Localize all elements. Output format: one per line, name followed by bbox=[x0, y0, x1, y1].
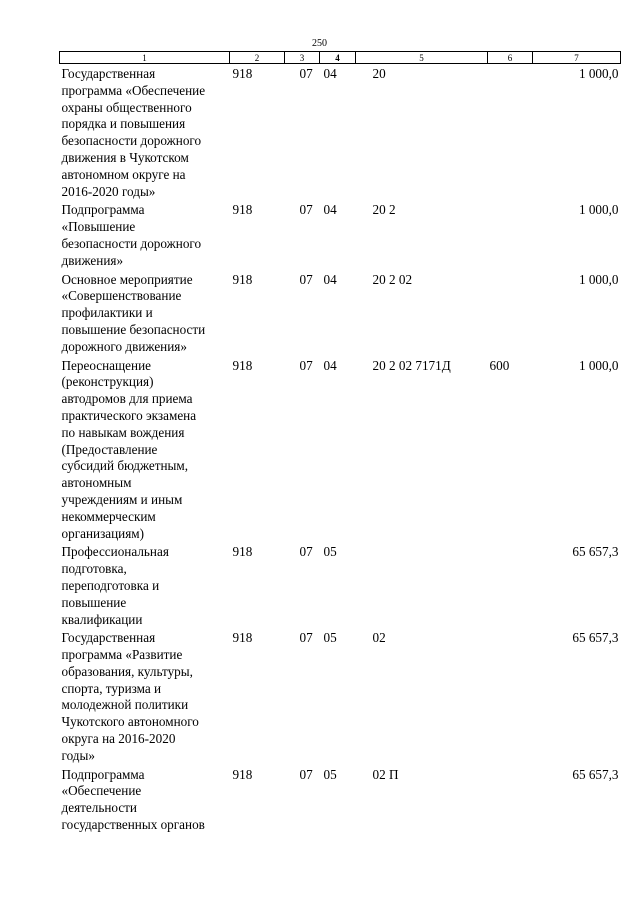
row-name bbox=[60, 356, 230, 543]
row-pr: 04 bbox=[323, 357, 337, 373]
row-name bbox=[60, 64, 230, 201]
row-csr: 20 2 02 bbox=[372, 271, 413, 287]
row-name-line: (Предоставление bbox=[61, 441, 158, 457]
header-col-2: 2 bbox=[230, 52, 285, 64]
row-name-line: «Повышение bbox=[61, 219, 136, 235]
row-name-line: безопасности дорожного bbox=[61, 133, 202, 149]
row-name-line: повышение bbox=[61, 594, 127, 610]
table-header bbox=[60, 52, 621, 64]
row-name-line: охраны общественного bbox=[61, 99, 192, 115]
row-pr: 04 bbox=[323, 271, 337, 287]
row-name-line: программа «Обеспечение bbox=[61, 82, 206, 98]
header-col-7: 7 bbox=[533, 52, 621, 64]
row-name-line: повышение безопасности bbox=[61, 321, 206, 337]
table-row bbox=[60, 356, 621, 543]
row-name-line: Профессиональная bbox=[61, 544, 169, 560]
budget-table bbox=[59, 51, 621, 834]
table-row bbox=[60, 628, 621, 764]
row-name-line: квалификации bbox=[61, 611, 143, 627]
row-csr: 20 2 02 7171Д bbox=[372, 357, 451, 373]
row-name-line: некоммерческим bbox=[61, 508, 156, 524]
row-amount: 1 000,0 bbox=[578, 66, 619, 81]
row-name-line: Государственная bbox=[61, 630, 156, 646]
row-vr bbox=[488, 628, 533, 764]
row-name-line: переподготовка и bbox=[61, 577, 160, 593]
row-name-line: (реконструкция) bbox=[61, 374, 154, 390]
row-amount: 65 657,3 bbox=[572, 766, 619, 782]
row-vr bbox=[488, 200, 533, 269]
row-name-line: автономным bbox=[61, 475, 132, 491]
row-name-line: 2016-2020 годы» bbox=[61, 183, 156, 199]
row-vr bbox=[488, 64, 533, 201]
row-name bbox=[60, 270, 230, 356]
row-vr: 600 bbox=[489, 357, 510, 373]
row-name bbox=[60, 200, 230, 269]
row-name-line: организациям) bbox=[61, 525, 145, 541]
table-row bbox=[60, 542, 621, 628]
row-pr: 05 bbox=[323, 544, 337, 560]
row-vr bbox=[488, 542, 533, 628]
row-pr: 05 bbox=[323, 630, 337, 646]
row-name-line: субсидий бюджетным, bbox=[61, 458, 189, 474]
row-name-line: Переоснащение bbox=[61, 357, 151, 373]
row-name bbox=[60, 765, 230, 834]
row-name-line: Чукотского автономного bbox=[61, 714, 199, 730]
row-name-line: Основное мероприятие bbox=[61, 271, 193, 287]
header-col-6: 6 bbox=[488, 52, 533, 64]
row-grbs: 918 bbox=[232, 544, 253, 560]
row-pr: 04 bbox=[323, 66, 337, 81]
row-name-line: практического экзамена bbox=[61, 407, 197, 423]
row-amount: 1 000,0 bbox=[578, 271, 619, 287]
row-name-line: профилактики и bbox=[61, 305, 153, 321]
row-vr bbox=[488, 270, 533, 356]
table-row bbox=[60, 765, 621, 834]
row-amount: 1 000,0 bbox=[578, 202, 619, 218]
row-rz: 07 bbox=[299, 357, 313, 373]
row-name-line: дорожного движения» bbox=[61, 338, 187, 354]
row-name-line: подготовка, bbox=[61, 561, 127, 577]
row-grbs: 918 bbox=[232, 630, 253, 646]
table-row bbox=[60, 200, 621, 269]
row-csr: 20 2 bbox=[372, 202, 396, 218]
row-name-line: безопасности дорожного bbox=[61, 235, 202, 251]
header-col-1: 1 bbox=[60, 52, 230, 64]
header-col-5: 5 bbox=[356, 52, 488, 64]
row-amount: 65 657,3 bbox=[572, 544, 619, 560]
row-name-line: движения» bbox=[61, 252, 124, 268]
header-col-4: 4 bbox=[320, 52, 356, 64]
row-amount: 65 657,3 bbox=[572, 630, 619, 646]
row-name bbox=[60, 628, 230, 764]
row-csr: 20 bbox=[372, 66, 386, 81]
row-name-line: деятельности bbox=[61, 800, 137, 816]
row-name-line: Государственная bbox=[61, 66, 156, 81]
row-name-line: автономном округе на bbox=[61, 166, 186, 182]
row-name-line: Подпрограмма bbox=[61, 766, 145, 782]
row-name-line: государственных органов bbox=[61, 817, 205, 833]
table-row bbox=[60, 64, 621, 201]
row-csr: 02 П bbox=[372, 766, 399, 782]
row-rz: 07 bbox=[299, 66, 313, 81]
table-row bbox=[60, 270, 621, 356]
row-name-line: спорта, туризма и bbox=[61, 680, 162, 696]
row-name-line: программа «Развитие bbox=[61, 647, 183, 663]
row-pr: 04 bbox=[323, 202, 337, 218]
row-name-line: округа на 2016-2020 bbox=[61, 731, 176, 747]
row-rz: 07 bbox=[299, 202, 313, 218]
row-rz: 07 bbox=[299, 271, 313, 287]
row-csr: 02 bbox=[372, 630, 386, 646]
row-csr bbox=[356, 542, 488, 628]
row-name-line: учреждениям и иным bbox=[61, 491, 183, 507]
header-col-3: 3 bbox=[285, 52, 320, 64]
row-name-line: автодромов для приема bbox=[61, 391, 193, 407]
row-name-line: «Совершенствование bbox=[61, 288, 182, 304]
row-rz: 07 bbox=[299, 630, 313, 646]
row-rz: 07 bbox=[299, 766, 313, 782]
row-name-line: Подпрограмма bbox=[61, 202, 145, 218]
row-grbs: 918 bbox=[232, 766, 253, 782]
row-name-line: движения в Чукотском bbox=[61, 149, 189, 165]
row-pr: 05 bbox=[323, 766, 337, 782]
table-body bbox=[60, 64, 621, 834]
row-grbs: 918 bbox=[232, 357, 253, 373]
row-grbs: 918 bbox=[232, 271, 253, 287]
row-vr bbox=[488, 765, 533, 834]
row-name-line: порядка и повышения bbox=[61, 116, 186, 132]
row-name-line: годы» bbox=[61, 747, 95, 763]
row-amount: 1 000,0 bbox=[578, 357, 619, 373]
row-grbs: 918 bbox=[232, 66, 253, 81]
row-name-line: молодежной политики bbox=[61, 697, 189, 713]
row-name-line: «Обеспечение bbox=[61, 783, 142, 799]
row-name bbox=[60, 542, 230, 628]
row-rz: 07 bbox=[299, 544, 313, 560]
row-name-line: по навыкам вождения bbox=[61, 424, 185, 440]
page-number: 250 bbox=[312, 38, 327, 49]
row-name-line: образования, культуры, bbox=[61, 663, 193, 679]
row-grbs: 918 bbox=[232, 202, 253, 218]
